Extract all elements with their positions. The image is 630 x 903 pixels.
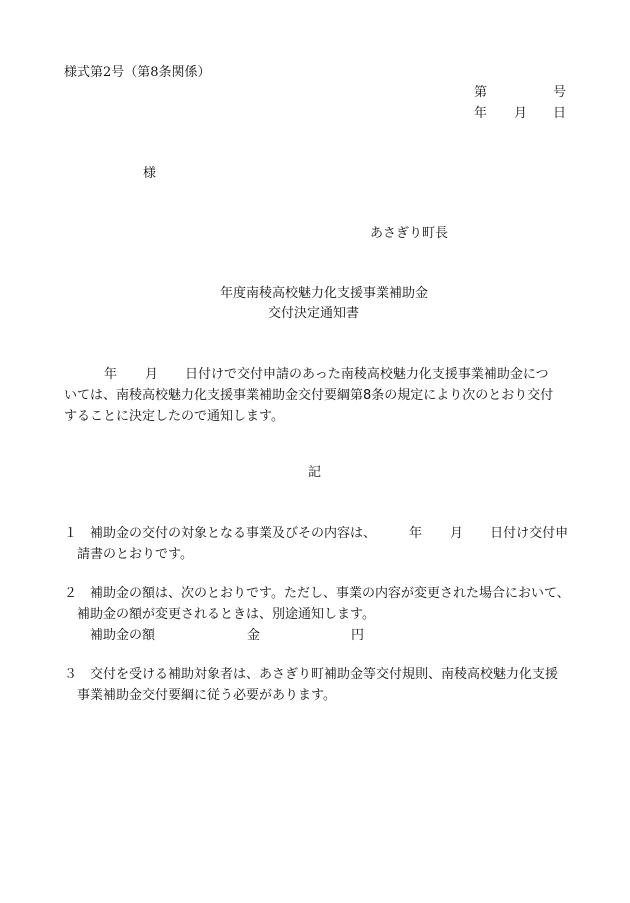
- item-3-line-1: [64, 664, 569, 685]
- item-2: [64, 583, 569, 646]
- form-label: 様式第2号（第8条関係）: [64, 65, 211, 80]
- amount-kin: 金: [247, 628, 261, 643]
- amount-label: 補助金の額: [90, 628, 156, 643]
- issue-date-month: 月: [514, 106, 528, 121]
- document-title-line2: 交付決定通知書: [268, 306, 360, 321]
- item-3-line-2: 事業補助金交付要綱に従う必要があります。: [77, 688, 336, 703]
- issue-date-year: 年: [474, 106, 488, 121]
- item-2-line-2: 補助金の額が変更されるときは、別途通知します。: [77, 607, 375, 622]
- item-1-text-b: 日付け交付申: [490, 526, 569, 541]
- item-1-month-label: 月: [450, 526, 464, 541]
- body-year-label: 年: [104, 367, 118, 382]
- item-3-number: ３: [64, 667, 78, 682]
- body-line1-text: 日付けで交付申請のあった南稜高校魅力化支援事業補助金につ: [185, 367, 549, 382]
- item-1: [64, 523, 569, 565]
- item-3: [64, 664, 569, 706]
- item-2-line-1: [64, 583, 569, 604]
- item-1-line-2: 請書のとおりです。: [77, 547, 193, 562]
- document-title-line1: 年度南稜高校魅力化支援事業補助金: [220, 286, 429, 301]
- body-line-2: いては、南稜高校魅力化支援事業補助金交付要綱第8条の規定により次のとおり交付: [64, 388, 554, 403]
- body-month-label: 月: [145, 367, 159, 382]
- item-2-amount-line: [64, 625, 569, 646]
- amount-yen: 円: [351, 628, 365, 643]
- sender-name: あさぎり町長: [370, 226, 449, 241]
- body-line-3: することに決定したので通知します。: [64, 409, 284, 424]
- issue-number-dai: 第: [474, 85, 488, 100]
- item-3-text: 交付を受ける補助対象者は、あさぎり町補助金等交付規則、南稜高校魅力化支援: [90, 667, 559, 682]
- issue-number-go: 号: [553, 85, 567, 100]
- item-2-number: ２: [64, 586, 78, 601]
- item-1-number: １: [64, 526, 78, 541]
- recipient-honorific: 様: [143, 166, 157, 181]
- body-line-1: [64, 364, 569, 385]
- item-1-year-label: 年: [409, 526, 423, 541]
- item-2-text: 補助金の額は、次のとおりです。ただし、事業の内容が変更された場合において、: [90, 586, 570, 601]
- issue-date-day: 日: [553, 106, 567, 121]
- body-paragraph: [64, 364, 569, 427]
- item-1-line-1: [64, 523, 569, 544]
- ki-heading: 記: [308, 465, 322, 480]
- item-1-text-a: 補助金の交付の対象となる事業及びその内容は、: [90, 526, 377, 541]
